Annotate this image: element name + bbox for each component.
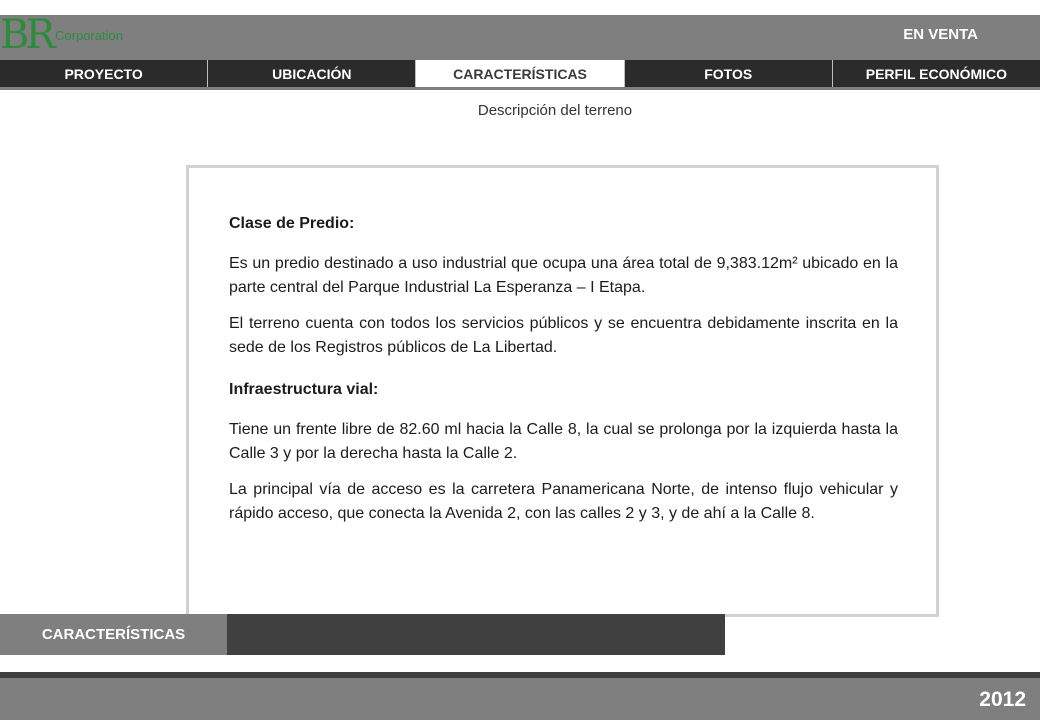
paragraph-servicios: El terreno cuenta con todos los servicios públicos y se encuentra debidamente inscrita en la sede de los Registros públicos de La Libertad.: [229, 315, 898, 356]
tab-perfil-economico[interactable]: PERFIL ECONÓMICO: [865, 65, 1008, 82]
heading-infraestructura-vial: Infraestructura vial:: [229, 381, 379, 398]
section-label: CARACTERÍSTICAS: [0, 614, 227, 655]
sale-status: EN VENTA: [903, 26, 978, 43]
company-logo[interactable]: [0, 12, 200, 58]
description-panel: [186, 165, 939, 617]
tab-ubicacion[interactable]: UBICACIÓN: [208, 60, 416, 87]
main-nav: [0, 60, 1040, 90]
logo-text: Corporation: [55, 28, 123, 43]
logo-letters: BR: [0, 12, 52, 58]
footer-bar: [0, 678, 1040, 720]
paragraph-frente: Tiene un frente libre de 82.60 ml hacia la Calle 8, la cual se prolonga por la izquierda hasta la Calle 3 y por la derecha hasta la Calle 2.: [229, 421, 898, 462]
page-subtitle: Descripción del terreno: [477, 102, 633, 119]
tab-proyecto[interactable]: PROYECTO: [0, 60, 208, 87]
tab-fotos[interactable]: FOTOS: [625, 60, 833, 87]
footer-year: 2012: [979, 688, 1026, 711]
heading-clase-predio: Clase de Predio:: [229, 215, 355, 232]
tab-caracteristicas[interactable]: CARACTERÍSTICAS: [416, 60, 624, 87]
paragraph-predio-area: Es un predio destinado a uso industrial que ocupa una área total de 9,383.12m² ubicado en la parte central del Parque Industrial La Esperanza – I Etapa.: [229, 255, 898, 296]
section-bar: [227, 614, 725, 655]
paragraph-acceso: La principal vía de acceso es la carretera Panamericana Norte, de intenso flujo vehicular y rápido acceso, que conecta la Avenida 2, con las calles 2 y 3, y de ahí a la Calle 8.: [229, 481, 898, 522]
